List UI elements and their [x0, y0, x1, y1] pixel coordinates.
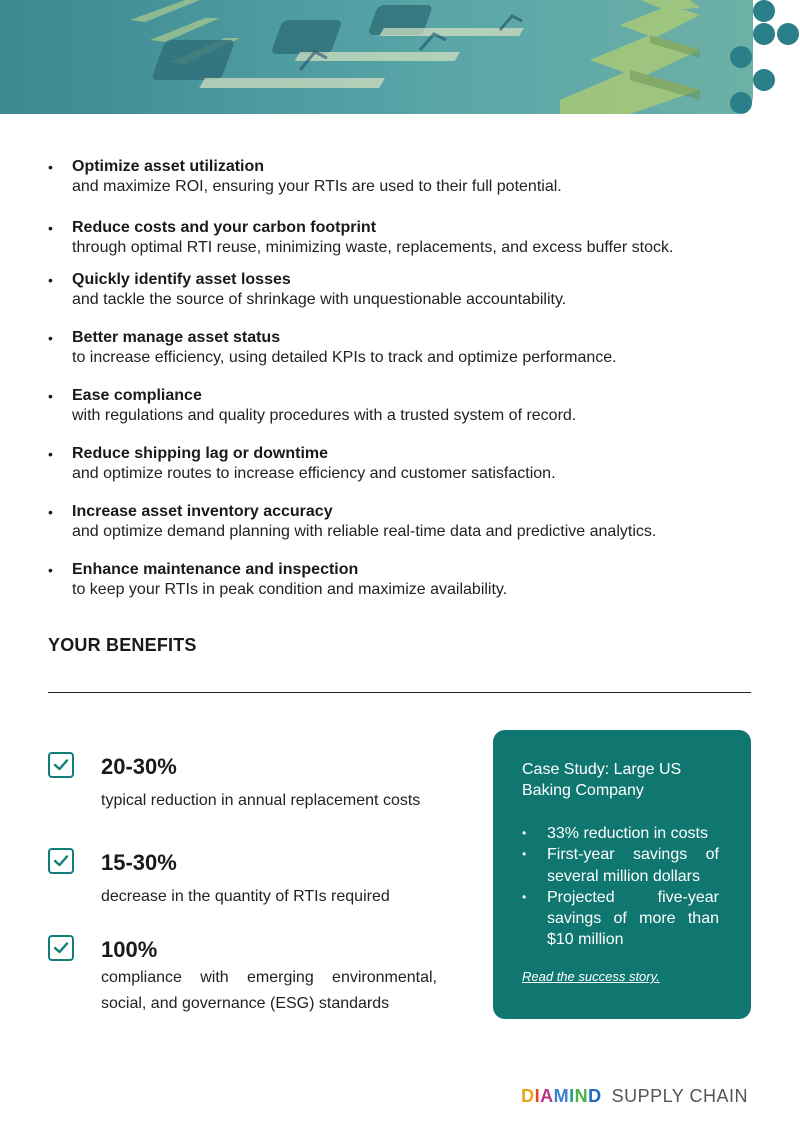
feature-description: to increase efficiency, using detailed KPIs to track and optimize performance.	[72, 349, 617, 366]
feature-title: Optimize asset utilization	[72, 158, 265, 175]
feature-description: and optimize routes to increase efficiency and customer satisfaction.	[72, 465, 556, 482]
bullet-icon: •	[48, 220, 53, 236]
bullet-icon: •	[48, 562, 53, 578]
stat-description: typical reduction in annual replacement costs	[101, 792, 421, 809]
section-divider	[48, 692, 751, 693]
case-study-list	[522, 823, 719, 951]
benefits-heading: YOUR BENEFITS	[48, 635, 197, 655]
feature-title: Enhance maintenance and inspection	[72, 561, 359, 578]
case-study-card	[493, 730, 751, 1019]
feature-description: and optimize demand planning with reliable real-time data and predictive analytics.	[72, 523, 657, 540]
list-item: • First-year savings of several million dollars	[522, 844, 719, 887]
stat-description: compliance with emerging environmental, social, and governance (ESG) standards	[101, 969, 437, 1012]
case-study-title: Case Study: Large US Baking Company	[522, 761, 682, 799]
feature-title: Reduce costs and your carbon footprint	[72, 219, 377, 236]
bullet-icon: •	[48, 159, 53, 175]
list-item: • Projected five-year savings of more than $10 million	[522, 887, 719, 951]
bullet-icon: •	[48, 272, 53, 288]
feature-title: Quickly identify asset losses	[72, 271, 291, 288]
logo-wordmark: DIAMIND	[521, 1086, 602, 1106]
company-logo	[521, 1086, 748, 1107]
stat-value: 100%	[101, 937, 158, 962]
feature-description: through optimal RTI reuse, minimizing waste, replacements, and excess buffer stock.	[72, 239, 674, 256]
feature-title: Ease compliance	[72, 387, 202, 404]
feature-title: Increase asset inventory accuracy	[72, 503, 333, 520]
bullet-icon: •	[48, 504, 53, 520]
list-item: • 33% reduction in costs	[522, 823, 719, 844]
bullet-icon: •	[48, 388, 53, 404]
bullet-icon: •	[48, 446, 53, 462]
stat-value: 15-30%	[101, 850, 177, 875]
header-banner-image	[0, 0, 753, 114]
feature-description: to keep your RTIs in peak condition and maximize availability.	[72, 581, 508, 598]
checkbox-icon	[48, 935, 74, 961]
feature-title: Better manage asset status	[72, 329, 281, 346]
read-success-story-link[interactable]: Read the success story.	[522, 969, 660, 984]
stat-description: decrease in the quantity of RTIs required	[101, 888, 390, 905]
logo-subtitle: SUPPLY CHAIN	[611, 1086, 748, 1106]
bullet-icon: •	[48, 330, 53, 346]
warehouse-illustration	[0, 0, 753, 114]
feature-title: Reduce shipping lag or downtime	[72, 445, 329, 462]
feature-description: and maximize ROI, ensuring your RTIs are used to their full potential.	[72, 178, 562, 195]
feature-description: and tackle the source of shrinkage with unquestionable accountability.	[72, 291, 567, 308]
checkbox-icon	[48, 752, 74, 778]
stat-value: 20-30%	[101, 754, 177, 779]
checkbox-icon	[48, 848, 74, 874]
feature-description: with regulations and quality procedures with a trusted system of record.	[72, 407, 577, 424]
